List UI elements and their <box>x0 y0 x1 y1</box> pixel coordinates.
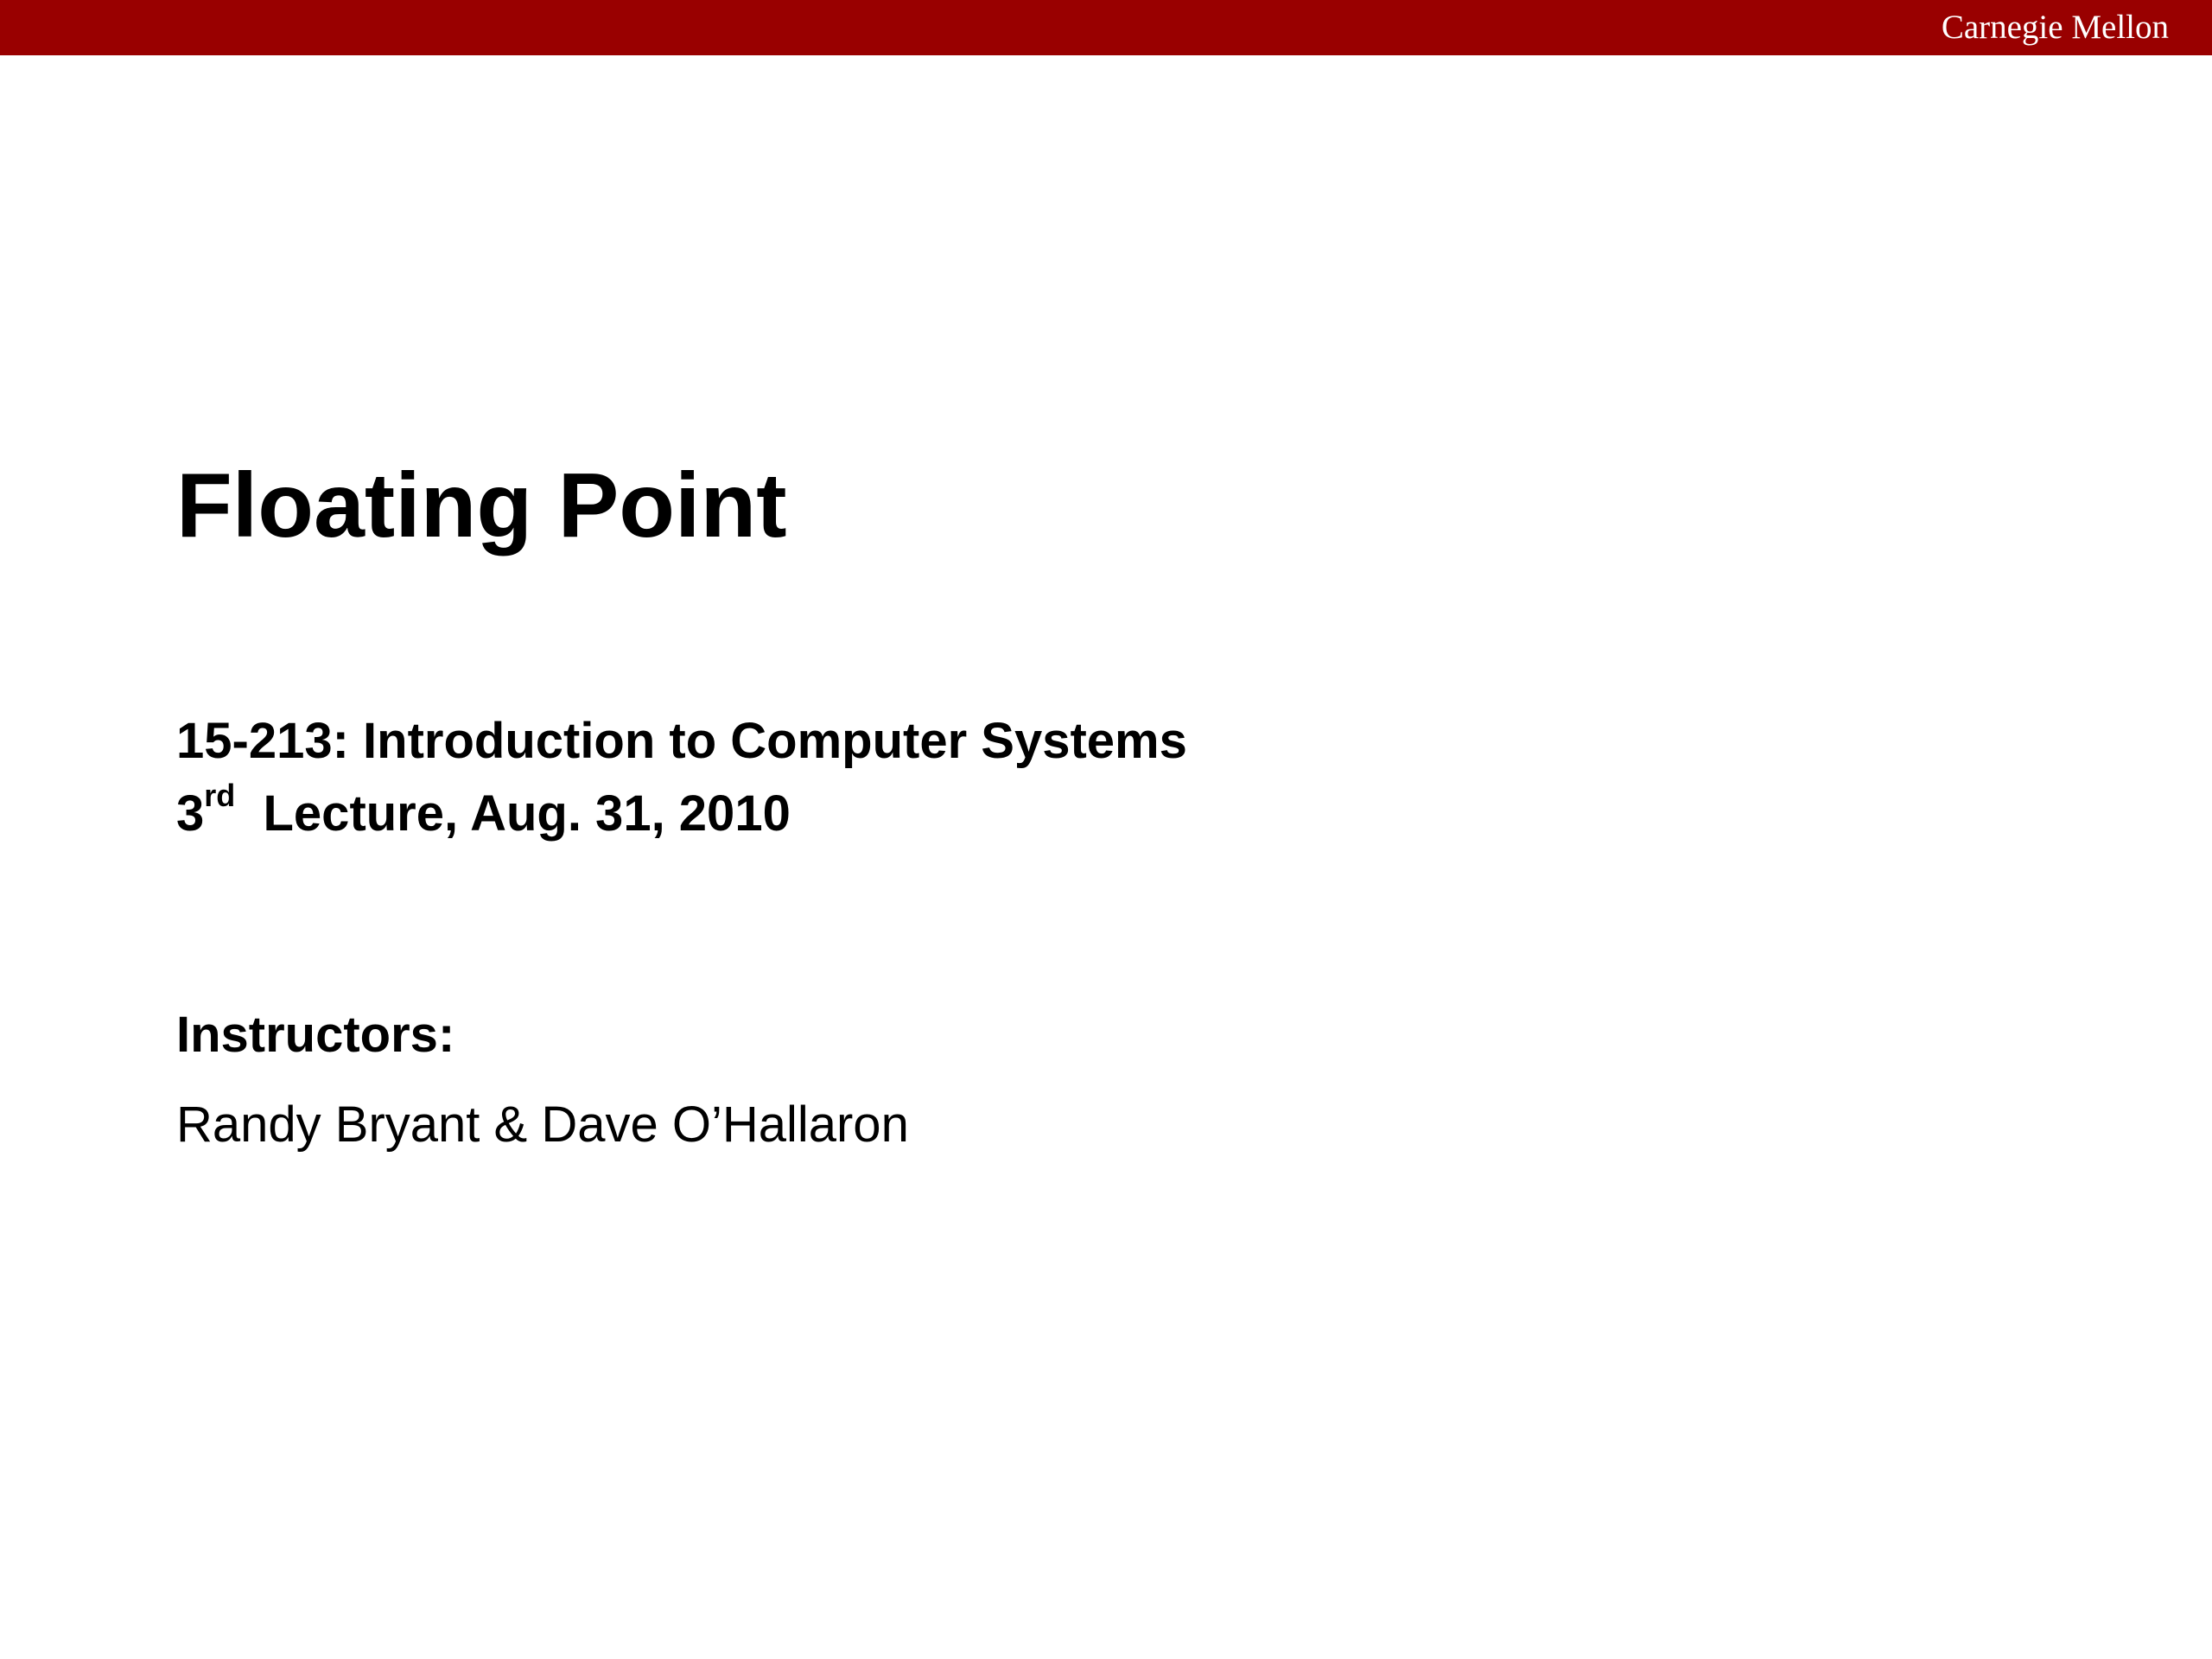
course-info <box>176 707 1187 852</box>
lecture-ordinal-suffix: rd <box>204 778 236 813</box>
lecture-date: Lecture, Aug. 31, 2010 <box>263 785 791 842</box>
instructors-label: Instructors: <box>176 1007 455 1063</box>
instructors-names: Randy Bryant & Dave O’Hallaron <box>176 1096 909 1153</box>
lecture-date-line <box>176 779 1187 852</box>
lecture-number: 3 <box>176 785 205 842</box>
header-bar <box>0 0 2212 55</box>
slide-title: Floating Point <box>176 454 787 556</box>
course-name: 15-213: Introduction to Computer Systems <box>176 713 1187 769</box>
brand-wordmark: Carnegie Mellon <box>1941 9 2169 46</box>
